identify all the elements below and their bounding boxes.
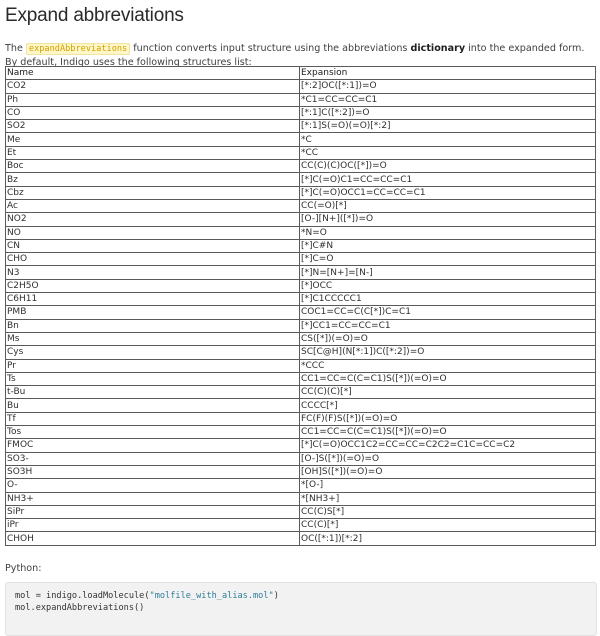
cell-expansion: CCCC[*] (300, 399, 596, 412)
page-title: Expand abbreviations (5, 5, 184, 26)
table-row (6, 399, 596, 412)
cell-expansion: *C (300, 133, 596, 146)
code-line-1-suffix: ) (273, 591, 279, 601)
header-expansion: Expansion (300, 67, 596, 80)
cell-expansion: CC1=CC=C(C=C1)S([*])(=O)=O (300, 426, 596, 439)
cell-expansion: COC1=CC=C(C[*])C=C1 (300, 306, 596, 319)
cell-expansion: CC(=O)[*] (300, 199, 596, 212)
cell-expansion: *[O-] (300, 479, 596, 492)
cell-name: NO2 (6, 213, 300, 226)
cell-expansion: [*]N=[N+]=[N-] (300, 266, 596, 279)
code-line-2: mol.expandAbbreviations() (15, 603, 145, 613)
table-row (6, 226, 596, 239)
inline-code-expandAbbreviations: expandAbbreviations (26, 43, 130, 55)
cell-expansion: FC(F)(F)S([*])(=O)=O (300, 412, 596, 425)
cell-name: Ph (6, 93, 300, 106)
cell-expansion: [*]C=O (300, 253, 596, 266)
table-row (6, 505, 596, 518)
cell-expansion: CC(C)S[*] (300, 505, 596, 518)
cell-name: CHO (6, 253, 300, 266)
cell-expansion: SC[C@H](N[*:1])C([*:2])=O (300, 346, 596, 359)
table-row (6, 452, 596, 465)
cell-expansion: [*]C(=O)C1=CC=CC=C1 (300, 173, 596, 186)
cell-name: C2H5O (6, 279, 300, 292)
cell-expansion: CC1=CC=C(C=C1)S([*])(=O)=O (300, 372, 596, 385)
intro-paragraph (5, 42, 595, 69)
cell-expansion: *CC (300, 146, 596, 159)
cell-expansion: [*]C(=O)OCC1=CC=CC=C1 (300, 186, 596, 199)
table-row (6, 146, 596, 159)
table-row (6, 439, 596, 452)
table-row (6, 133, 596, 146)
cell-expansion: [OH]S([*])(=O)=O (300, 465, 596, 478)
cell-expansion: [*:2]OC([*:1])=O (300, 80, 596, 93)
table-row (6, 372, 596, 385)
table-row (6, 80, 596, 93)
cell-name: C6H11 (6, 293, 300, 306)
code-line-1 (15, 590, 587, 602)
cell-expansion: [*:1]C([*:2])=O (300, 106, 596, 119)
intro-text-2: function converts input structure using the abbreviations (130, 42, 411, 54)
cell-name: Bn (6, 319, 300, 332)
intro-bold-dictionary: dictionary (410, 42, 466, 54)
table-row (6, 199, 596, 212)
cell-expansion: [*]C1CCCCC1 (300, 293, 596, 306)
table-row (6, 532, 596, 545)
cell-name: iPr (6, 519, 300, 532)
cell-name: FMOC (6, 439, 300, 452)
cell-name: CO (6, 106, 300, 119)
cell-name: Tos (6, 426, 300, 439)
python-label: Python: (5, 563, 42, 574)
cell-name: Ms (6, 332, 300, 345)
table-body (6, 80, 596, 545)
cell-name: NH3+ (6, 492, 300, 505)
code-line-1-string: "molfile_with_alias.mol" (149, 591, 274, 601)
table-row (6, 279, 596, 292)
cell-name: Cys (6, 346, 300, 359)
header-name: Name (6, 67, 300, 80)
cell-name: NO (6, 226, 300, 239)
code-line-1-prefix: mol = indigo.loadMolecule( (15, 591, 150, 601)
table-row (6, 346, 596, 359)
cell-expansion: CS([*])(=O)=O (300, 332, 596, 345)
cell-name: SiPr (6, 505, 300, 518)
table-row (6, 479, 596, 492)
cell-name: Tf (6, 412, 300, 425)
table-row (6, 519, 596, 532)
cell-name: SO2 (6, 120, 300, 133)
table-row (6, 293, 596, 306)
table-row (6, 426, 596, 439)
cell-expansion: OC([*:1])[*:2] (300, 532, 596, 545)
cell-name: CO2 (6, 80, 300, 93)
cell-name: N3 (6, 266, 300, 279)
table-row (6, 359, 596, 372)
cell-name: CHOH (6, 532, 300, 545)
table-row (6, 332, 596, 345)
cell-expansion: *CCC (300, 359, 596, 372)
cell-name: O- (6, 479, 300, 492)
table-row (6, 160, 596, 173)
cell-name: Me (6, 133, 300, 146)
cell-name: Ts (6, 372, 300, 385)
table-header-row (6, 67, 596, 80)
table-row (6, 306, 596, 319)
abbreviations-table (5, 66, 596, 546)
cell-name: Boc (6, 160, 300, 173)
cell-name: Bz (6, 173, 300, 186)
table-row (6, 106, 596, 119)
cell-name: CN (6, 239, 300, 252)
cell-expansion: *C1=CC=CC=C1 (300, 93, 596, 106)
cell-name: Pr (6, 359, 300, 372)
table-row (6, 173, 596, 186)
cell-name: PMB (6, 306, 300, 319)
cell-name: SO3- (6, 452, 300, 465)
table-row (6, 186, 596, 199)
cell-expansion: [*]C(=O)OCC1C2=CC=CC=C2C2=C1C=CC=C2 (300, 439, 596, 452)
cell-expansion: CC(C)[*] (300, 519, 596, 532)
table-row (6, 266, 596, 279)
cell-expansion: [O-]S([*])(=O)=O (300, 452, 596, 465)
table-row (6, 412, 596, 425)
table-row (6, 386, 596, 399)
cell-expansion: [*]C#N (300, 239, 596, 252)
table-row (6, 319, 596, 332)
cell-name: t-Bu (6, 386, 300, 399)
cell-name: Et (6, 146, 300, 159)
table-row (6, 239, 596, 252)
cell-expansion: CC(C)(C)[*] (300, 386, 596, 399)
cell-expansion: CC(C)(C)OC([*])=O (300, 160, 596, 173)
table-row (6, 120, 596, 133)
intro-text-1: The (5, 42, 26, 54)
table-row (6, 492, 596, 505)
cell-expansion: *N=O (300, 226, 596, 239)
cell-expansion: [*:1]S(=O)(=O)[*:2] (300, 120, 596, 133)
cell-name: Bu (6, 399, 300, 412)
cell-name: SO3H (6, 465, 300, 478)
table-row (6, 93, 596, 106)
code-block (5, 582, 597, 636)
table-row (6, 465, 596, 478)
cell-expansion: [*]CC1=CC=CC=C1 (300, 319, 596, 332)
cell-expansion: [*]OCC (300, 279, 596, 292)
cell-expansion: [O-][N+]([*])=O (300, 213, 596, 226)
cell-expansion: *[NH3+] (300, 492, 596, 505)
cell-name: Cbz (6, 186, 300, 199)
intro-text-3: into the expanded form. By default, Indigo uses the following structures list: (5, 42, 585, 68)
table-row (6, 253, 596, 266)
table-row (6, 213, 596, 226)
cell-name: Ac (6, 199, 300, 212)
